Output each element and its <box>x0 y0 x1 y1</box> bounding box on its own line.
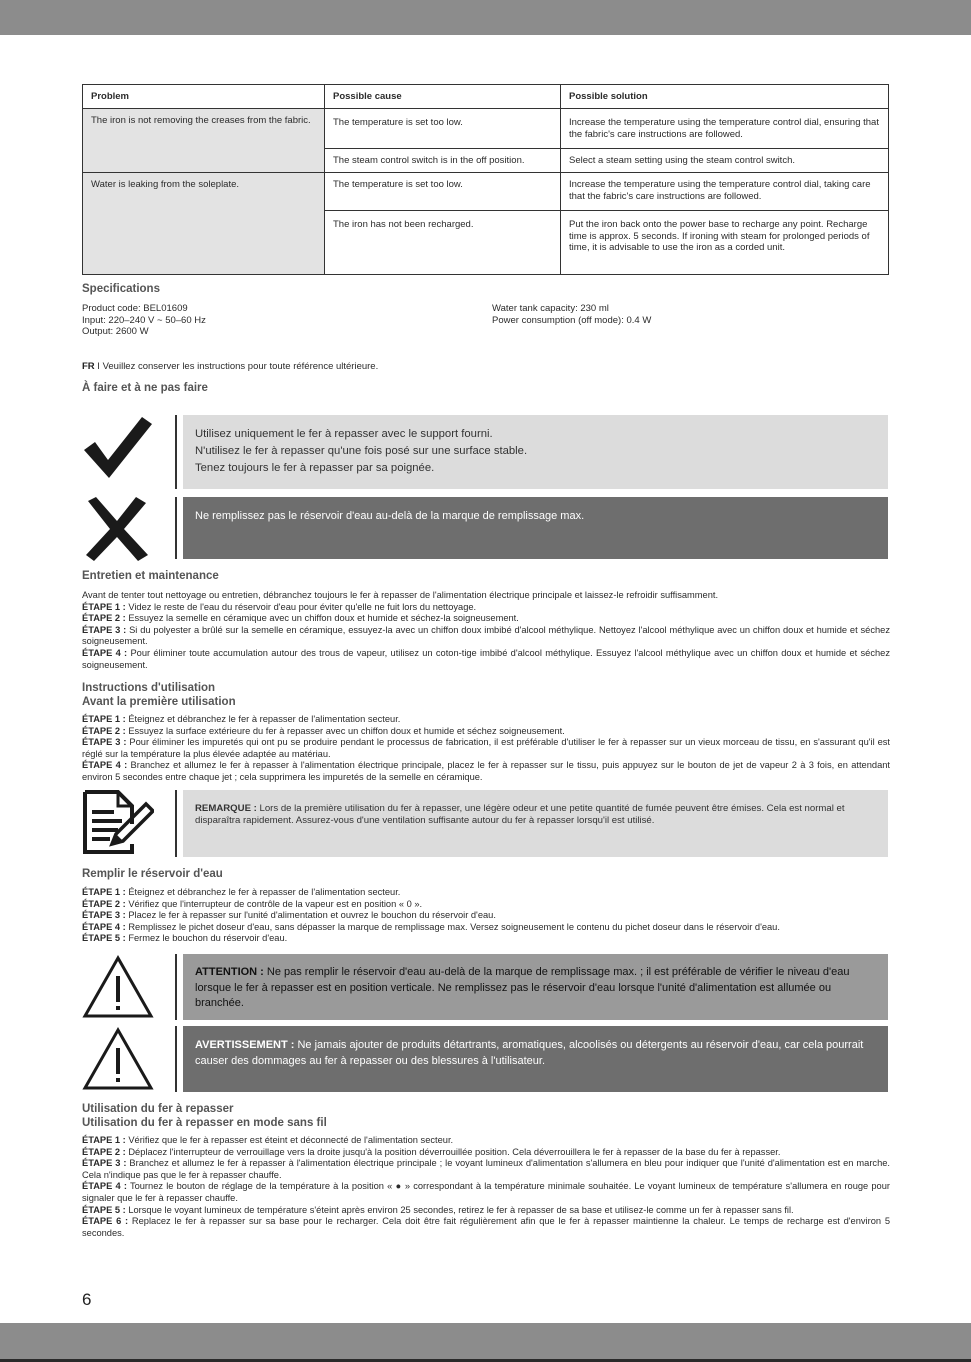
step-text: Essuyez la surface extérieure du fer à repasser avec un chiffon doux et humide et séchez soigneusement. <box>125 725 565 736</box>
step-label: ÉTAPE 5 : <box>82 1204 126 1215</box>
cause-cell: The temperature is set too low. <box>325 173 561 211</box>
divider <box>175 790 177 857</box>
do-item: Tenez toujours le fer à repasser par sa poignée. <box>195 462 435 475</box>
step-text: Déplacez l'interrupteur de verrouillage vers la droite jusqu'à la position déverrouillée position. Cela déverrouillera le fer à repasser de la base du fer à repasser. <box>125 1146 781 1157</box>
step-text: Pour éliminer toute accumulation autour des trous de vapeur, utilisez un coton-tige imbibé d'alcool méthylique. Essuyez l'alcool méthylique avec un chiffon doux et humide et séchez soigneusement. <box>82 647 890 670</box>
fr-note-text: I Veuillez conserver les instructions pour toute référence ultérieure. <box>94 361 379 372</box>
step-label: ÉTAPE 4 : <box>82 921 126 932</box>
specs-right <box>492 303 651 326</box>
spec-line: Product code: BEL01609 <box>82 303 188 314</box>
divider <box>175 497 177 559</box>
step-text: Branchez et allumez le fer à repasser à l'alimentation électrique principale ; le voyant lumineux d'alimentation s'allumera en bleu pour indiquer que l'unité d'alimentation est en marche. Cela n'indique pas que le fer à repasser chauffe. <box>82 1158 890 1180</box>
step-label: ÉTAPE 3 : <box>82 624 127 635</box>
step <box>82 1147 890 1159</box>
top-bar <box>0 0 971 35</box>
warning-text: Ne jamais ajouter de produits détartrants, aromatiques, alcoolisés ou détergents au réservoir d'eau, car cela pourrait causer des dommages au fer à repasser ou des blessures à l'utilisateur. <box>195 1039 864 1067</box>
dos-donts-heading: À faire et à ne pas faire <box>82 382 208 394</box>
divider <box>175 415 177 489</box>
step <box>82 1181 890 1204</box>
instructions-title: Instructions d'utilisation <box>82 682 216 694</box>
step-text: Fermez le bouchon du réservoir d'eau. <box>125 933 288 944</box>
step <box>82 760 890 783</box>
cause-cell: The steam control switch is in the off position. <box>325 149 561 173</box>
step <box>82 613 890 625</box>
note-panel <box>183 790 888 857</box>
step-text: Lorsque le voyant lumineux de température s'éteint après environ 25 secondes, retirez le fer à repasser de sa base et utilisez-le comme un fer à repasser sans fil. <box>125 1204 794 1215</box>
step <box>82 1135 890 1147</box>
step <box>82 933 890 945</box>
step-label: ÉTAPE 2 : <box>82 725 126 736</box>
cross-icon <box>82 497 152 563</box>
step-text: Placez le fer à repasser sur l'unité d'alimentation et ouvrez le bouchon du réservoir d'eau. <box>125 910 496 921</box>
warning-triangle-icon <box>82 954 152 1020</box>
step-label: ÉTAPE 3 : <box>82 737 127 748</box>
do-item: N'utilisez le fer à repasser qu'une fois posé sur une surface stable. <box>195 445 528 458</box>
step-text: Essuyez la semelle en céramique avec un chiffon doux et humide et séchez-la soigneusement. <box>125 613 519 624</box>
step <box>82 910 890 922</box>
maintenance-body <box>82 590 890 671</box>
header-solution: Possible solution <box>561 85 889 109</box>
table-row <box>83 109 889 149</box>
donts-panel <box>183 497 888 559</box>
step <box>82 602 890 614</box>
attention-label: ATTENTION : <box>195 966 264 978</box>
step <box>82 899 890 911</box>
specs-left <box>82 303 206 338</box>
fill-body <box>82 887 890 945</box>
step-text: Si du polyester a brûlé sur la semelle en céramique, essuyez-la avec un chiffon doux imbibé d'alcool méthylique. Nettoyez l'alcool méthylique avec un chiffon doux et humide et séchez soigneusement. <box>82 624 890 647</box>
instructions-heading <box>82 681 236 709</box>
attention-text: Ne pas remplir le réservoir d'eau au-delà de la marque de remplissage max. ; il est préférable de vérifier le niveau d'eau lorsque le fer à repasser est en position verticale. Ne remplissez pas le réservoir d'eau lorsque l'unité d'alimentation est allumée ou branchée. <box>195 966 850 1009</box>
step-label: ÉTAPE 4 : <box>82 760 128 771</box>
spec-line: Input: 220–240 V ~ 50–60 Hz <box>82 314 206 326</box>
step-label: ÉTAPE 1 : <box>82 714 126 724</box>
step-label: ÉTAPE 2 : <box>82 898 126 909</box>
step-label: ÉTAPE 1 : <box>82 887 126 897</box>
step-label: ÉTAPE 3 : <box>82 910 126 921</box>
troubleshooting-table <box>82 84 889 275</box>
solution-cell: Increase the temperature using the temperature control dial, taking care that the fabric's care instructions are followed. <box>561 173 889 211</box>
divider <box>175 954 177 1020</box>
header-problem: Problem <box>83 85 325 109</box>
solution-cell: Put the iron back onto the power base to recharge any point. Recharge time is approx. 5 seconds. If ironing with steam for prolonged periods of time, it is advisable to use the iron as a corded unit. <box>561 211 889 275</box>
dont-item: Ne remplissez pas le réservoir d'eau au-delà de la marque de remplissage max. <box>195 510 585 522</box>
cause-cell: The iron has not been recharged. <box>325 211 561 275</box>
bottom-bar <box>0 1323 971 1362</box>
step-label: ÉTAPE 2 : <box>82 613 126 624</box>
step-text: Vérifiez que l'interrupteur de contrôle de la vapeur est en position « 0 ». <box>125 898 423 909</box>
warning-label: AVERTISSEMENT : <box>195 1039 295 1051</box>
spec-line: Water tank capacity: 230 ml <box>492 303 609 314</box>
step-text: Vérifiez que le fer à repasser est éteint et déconnecté de l'alimentation secteur. <box>125 1135 454 1145</box>
solution-cell: Increase the temperature using the temperature control dial, ensuring that the fabric's care instructions are followed. <box>561 109 889 149</box>
step <box>82 737 890 760</box>
usage-title: Utilisation du fer à repasser <box>82 1103 234 1115</box>
note-label: REMARQUE : <box>195 803 257 814</box>
dos-panel <box>183 415 888 489</box>
header-cause: Possible cause <box>325 85 561 109</box>
solution-cell: Select a steam setting using the steam control switch. <box>561 149 889 173</box>
step-text: Pour éliminer les impuretés qui ont pu se produire pendant le processus de fabrication, il est préférable d'utiliser le fer à repasser sur un vieux morceau de tissu, en s'assurant qu'il est réglé sur la température la plus élevée adaptée au matériau. <box>82 737 890 759</box>
instructions-subtitle: Avant la première utilisation <box>82 696 236 708</box>
usage-body <box>82 1135 890 1239</box>
note-text: Lors de la première utilisation du fer à repasser, une légère odeur et une petite quantité de fumée peuvent être émises. Cela est normal et disparaîtra rapidement. Assurez-vous d'une ventilation suffisante autour du fer à repasser lorsqu'il est utilisé. <box>195 803 845 826</box>
spec-line: Output: 2600 W <box>82 326 149 338</box>
step-label: ÉTAPE 6 : <box>82 1216 129 1227</box>
first-use-body <box>82 714 890 784</box>
warning-panel <box>183 1026 888 1092</box>
usage-heading <box>82 1102 327 1130</box>
note-pencil-icon <box>82 790 152 856</box>
step <box>82 625 890 648</box>
step-text: Éteignez et débranchez le fer à repasser de l'alimentation secteur. <box>125 887 401 897</box>
step <box>82 726 890 738</box>
step-label: ÉTAPE 4 : <box>82 1181 127 1192</box>
step-label: ÉTAPE 1 : <box>82 1135 126 1145</box>
language-code: FR <box>82 361 95 372</box>
step-text: Remplissez le pichet doseur d'eau, sans dépasser la marque de remplissage max. Versez soigneusement le contenu du pichet doseur dans le réservoir d'eau. <box>125 921 780 932</box>
step <box>82 1205 890 1217</box>
step-text: Videz le reste de l'eau du réservoir d'eau pour éviter qu'elle ne fuit lors du nettoyage. <box>125 601 477 612</box>
step-label: ÉTAPE 1 : <box>82 601 126 612</box>
table-header-row <box>83 85 889 109</box>
step-text: Éteignez et débranchez le fer à repasser de l'alimentation secteur. <box>125 714 401 724</box>
fill-heading: Remplir le réservoir d'eau <box>82 868 223 880</box>
divider <box>175 1026 177 1092</box>
step-text: Tournez le bouton de réglage de la température à la position « ● » correspondant à la température minimale souhaitée. Le voyant lumineux de température s'allumera en rouge pour signaler que le fer à repasser chauffe. <box>82 1181 890 1203</box>
usage-subtitle: Utilisation du fer à repasser en mode sans fil <box>82 1117 327 1129</box>
step-label: ÉTAPE 4 : <box>82 647 128 658</box>
fr-note <box>82 361 378 373</box>
attention-panel <box>183 954 888 1020</box>
specifications-heading: Specifications <box>82 283 160 295</box>
cause-cell: The temperature is set too low. <box>325 109 561 149</box>
step <box>82 922 890 934</box>
step <box>82 1158 890 1181</box>
step <box>82 648 890 671</box>
table-row <box>83 173 889 211</box>
step-label: ÉTAPE 5 : <box>82 933 126 944</box>
problem-cell: Water is leaking from the soleplate. <box>83 173 325 275</box>
step <box>82 714 890 726</box>
problem-cell: The iron is not removing the creases from the fabric. <box>83 109 325 173</box>
warning-triangle-icon <box>82 1026 152 1092</box>
step <box>82 1216 890 1239</box>
step-text: Branchez et allumez le fer à repasser à l'alimentation électrique principale, placez le fer à repasser sur le tissu, puis appuyez sur le bouton de jet de vapeur 2 à 3 fois, en attendant environ 5 secondes entre chaque jet ; cela supprimera les impuretés de la semelle en céramique. <box>82 760 890 782</box>
step <box>82 887 890 899</box>
checkmark-icon <box>82 414 152 480</box>
step-label: ÉTAPE 3 : <box>82 1158 127 1169</box>
do-item: Utilisez uniquement le fer à repasser avec le support fourni. <box>195 428 493 440</box>
page-number: 6 <box>82 1290 92 1309</box>
maintenance-intro: Avant de tenter tout nettoyage ou entretien, débranchez toujours le fer à repasser de l'alimentation électrique principale et laissez-le refroidir suffisamment. <box>82 590 719 600</box>
step-text: Replacez le fer à repasser sur sa base pour le recharger. Cela doit être fait régulièrement afin que le fer à repasser maintienne la chaleur. Le temps de recharge est d'environ 5 secondes. <box>82 1216 890 1238</box>
maintenance-heading: Entretien et maintenance <box>82 570 219 582</box>
step-label: ÉTAPE 2 : <box>82 1146 126 1157</box>
spec-line: Power consumption (off mode): 0.4 W <box>492 314 652 326</box>
